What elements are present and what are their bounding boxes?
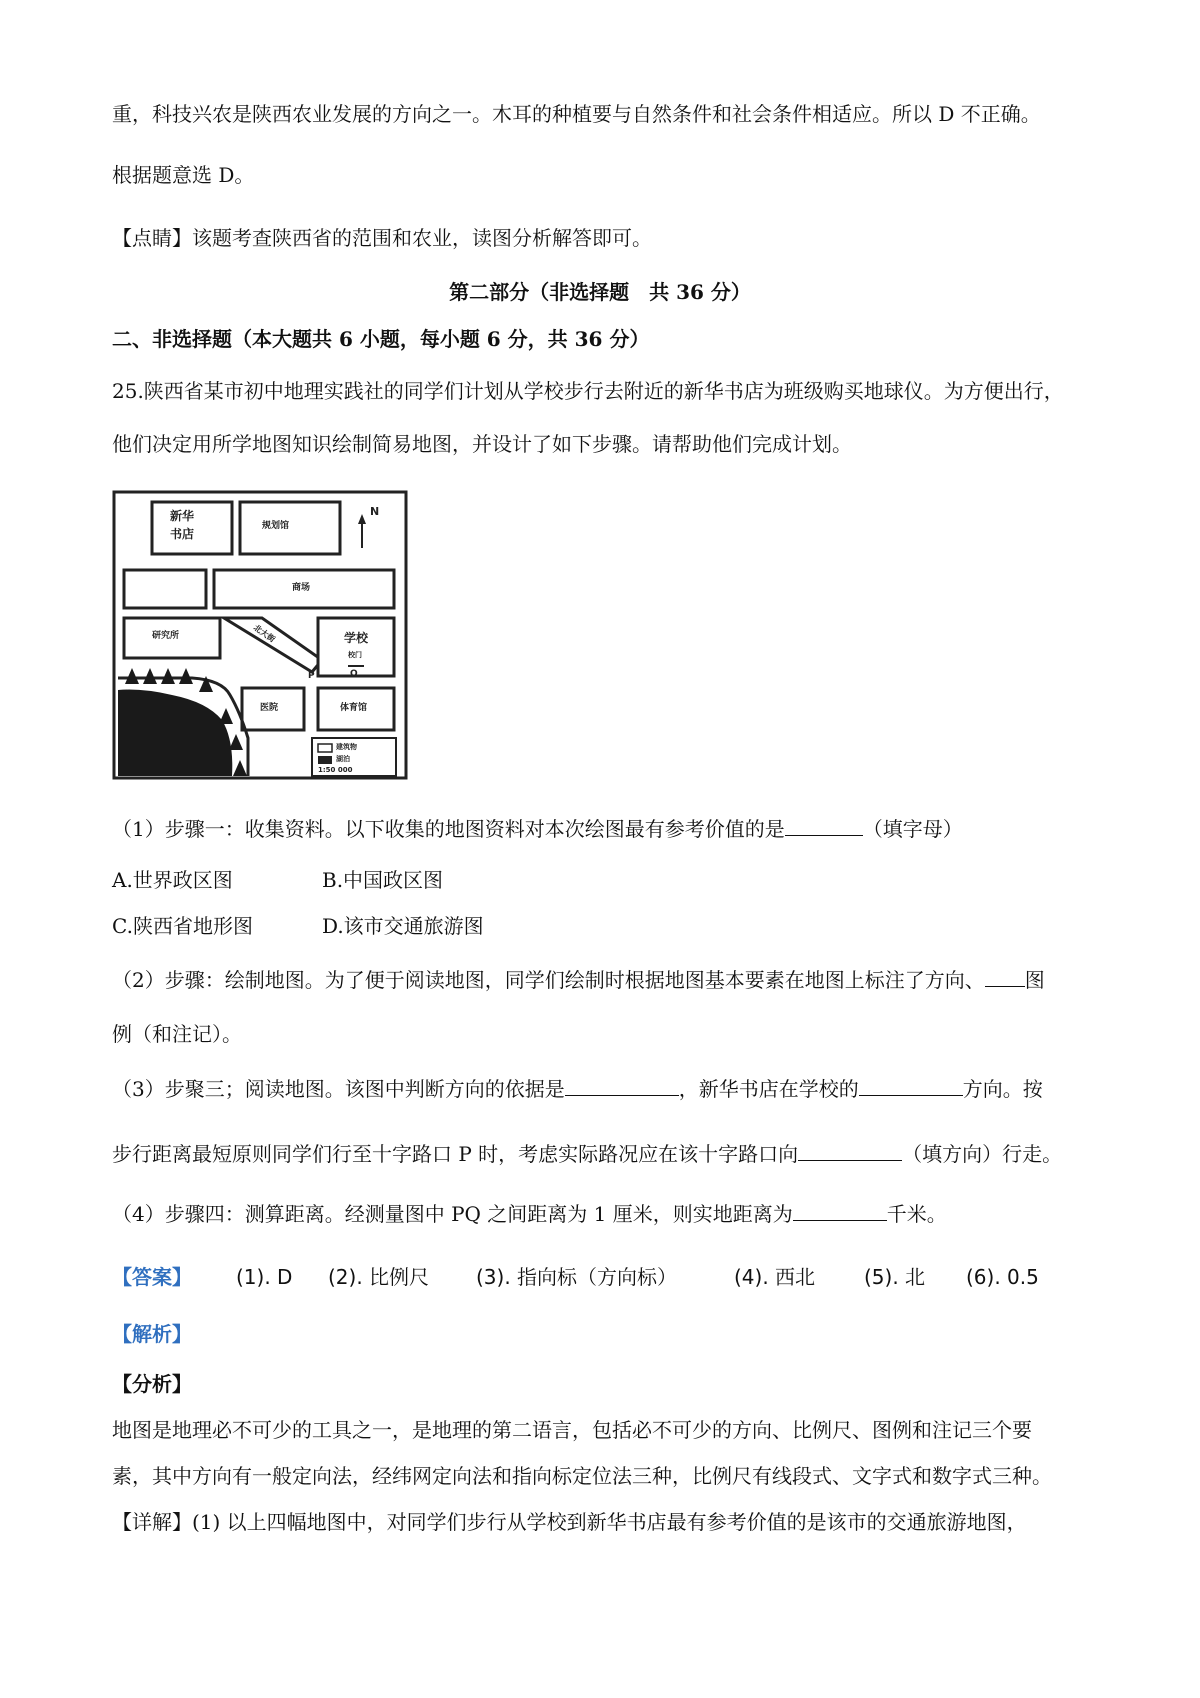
step1-tail: （填字母）	[862, 817, 963, 841]
step3-blank-3	[798, 1142, 902, 1161]
step4-line	[112, 1200, 947, 1228]
map-label-road: 北大街	[251, 623, 277, 645]
step3-tail-2: （填方向）行走。	[902, 1142, 1063, 1166]
answer-item-4: (4). 西北	[734, 1265, 816, 1289]
step3-blank-1	[565, 1077, 679, 1096]
dianjing-note: 【点睛】该题考查陕西省的范围和农业，读图分析解答即可。	[112, 226, 652, 250]
q25-stem-1: 25.陕西省某市初中地理实践社的同学们计划从学校步行去附近的新华书店为班级购买地球仪。为方便出行，	[112, 379, 1064, 403]
map-scale: 1:50 000	[318, 766, 353, 774]
step4-text: （4）步骤四：测算距离。经测量图中 PQ 之间距离为 1 厘米，则实地距离为	[112, 1202, 793, 1226]
step3-line-2	[112, 1140, 1062, 1168]
map-label-p: P	[308, 671, 315, 681]
step3-mid: ，新华书店在学校的	[678, 1077, 859, 1101]
step2-line-2: 例（和注记）。	[112, 1022, 242, 1046]
step1-text: （1）步骤一：收集资料。以下收集的地图资料对本次绘图最有参考价值的是	[112, 817, 785, 841]
answer-item-5: (5). 北	[864, 1265, 926, 1289]
analysis-paragraph-1: 地图是地理必不可少的工具之一，是地理的第二语言，包括必不可少的方向、比例尺、图例和注记三个要	[112, 1418, 1032, 1442]
step1-blank	[785, 817, 863, 836]
step2-blank	[985, 968, 1025, 987]
detail-paragraph: 【详解】(1) 以上四幅地图中，对同学们步行从学校到新华书店最有参考价值的是该市的交通旅游地图，	[112, 1510, 1027, 1534]
step1-line	[112, 815, 963, 843]
answer-item-1: (1). D	[236, 1265, 293, 1289]
section-heading: 二、非选择题（本大题共 6 小题，每小题 6 分，共 36 分）	[112, 327, 650, 351]
map-label-mall: 商场	[292, 583, 311, 593]
answer-tag: 【答案】	[112, 1265, 192, 1289]
option-b: B.中国政区图	[322, 868, 444, 892]
map-legend-building: 建筑物	[336, 743, 357, 751]
map-label-q: Q	[350, 669, 358, 679]
step3-blank-2	[859, 1077, 963, 1096]
answer-row	[112, 1263, 1092, 1291]
map-label-north: N	[370, 505, 380, 518]
analysis-tag: 【解析】	[112, 1322, 192, 1346]
answer-item-3: (3). 指向标（方向标）	[476, 1265, 678, 1289]
option-a: A.世界政区图	[112, 868, 233, 892]
answer-item-6: (6). 0.5	[966, 1265, 1039, 1289]
map-label-hospital: 医院	[260, 703, 279, 713]
map-legend-lake: 湖泊	[336, 755, 350, 763]
answer-item-2: (2). 比例尺	[328, 1265, 430, 1289]
q25-stem-2: 他们决定用所学地图知识绘制简易地图，并设计了如下步骤。请帮助他们完成计划。	[112, 432, 852, 456]
intro-line-1: 重，科技兴农是陕西农业发展的方向之一。木耳的种植要与自然条件和社会条件相适应。所以 D 不正确。	[112, 102, 1041, 126]
options-row-2	[112, 912, 484, 940]
step3-text-2: 步行距离最短原则同学们行至十字路口 P 时，考虑实际路况应在该十字路口向	[112, 1142, 799, 1166]
step2-tail: 图	[1024, 968, 1045, 992]
map-label-bookstore-1: 新华	[170, 509, 195, 523]
step4-tail: 千米。	[886, 1202, 947, 1226]
city-map-figure	[112, 490, 408, 780]
step3-line-1	[112, 1075, 1043, 1103]
step2-line-1	[112, 966, 1045, 994]
analysis-paragraph-2: 素，其中方向有一般定向法，经纬网定向法和指向标定位法三种，比例尺有线段式、文字式和数字式三种。	[112, 1464, 1052, 1488]
fenxi-tag: 【分析】	[112, 1372, 192, 1396]
map-label-planning: 规划馆	[262, 521, 290, 531]
options-row-1	[112, 866, 444, 894]
option-c: C.陕西省地形图	[112, 914, 253, 938]
step3-text: （3）步聚三；阅读地图。该图中判断方向的依据是	[112, 1077, 565, 1101]
step4-blank	[793, 1202, 887, 1221]
map-label-bookstore-2: 书店	[170, 527, 195, 541]
step3-tail: 方向。按	[962, 1077, 1043, 1101]
option-d: D.该市交通旅游图	[322, 914, 484, 938]
map-label-gym: 体育馆	[340, 703, 368, 713]
intro-line-2: 根据题意选 D。	[112, 163, 255, 187]
map-label-institute: 研究所	[152, 631, 180, 641]
map-label-school: 学校	[344, 631, 369, 645]
step2-text: （2）步骤：绘制地图。为了便于阅读地图，同学们绘制时根据地图基本要素在地图上标注了方向、	[112, 968, 985, 992]
map-label-gate: 校门	[348, 651, 362, 659]
part-title: 第二部分（非选择题 共 36 分）	[449, 280, 751, 304]
